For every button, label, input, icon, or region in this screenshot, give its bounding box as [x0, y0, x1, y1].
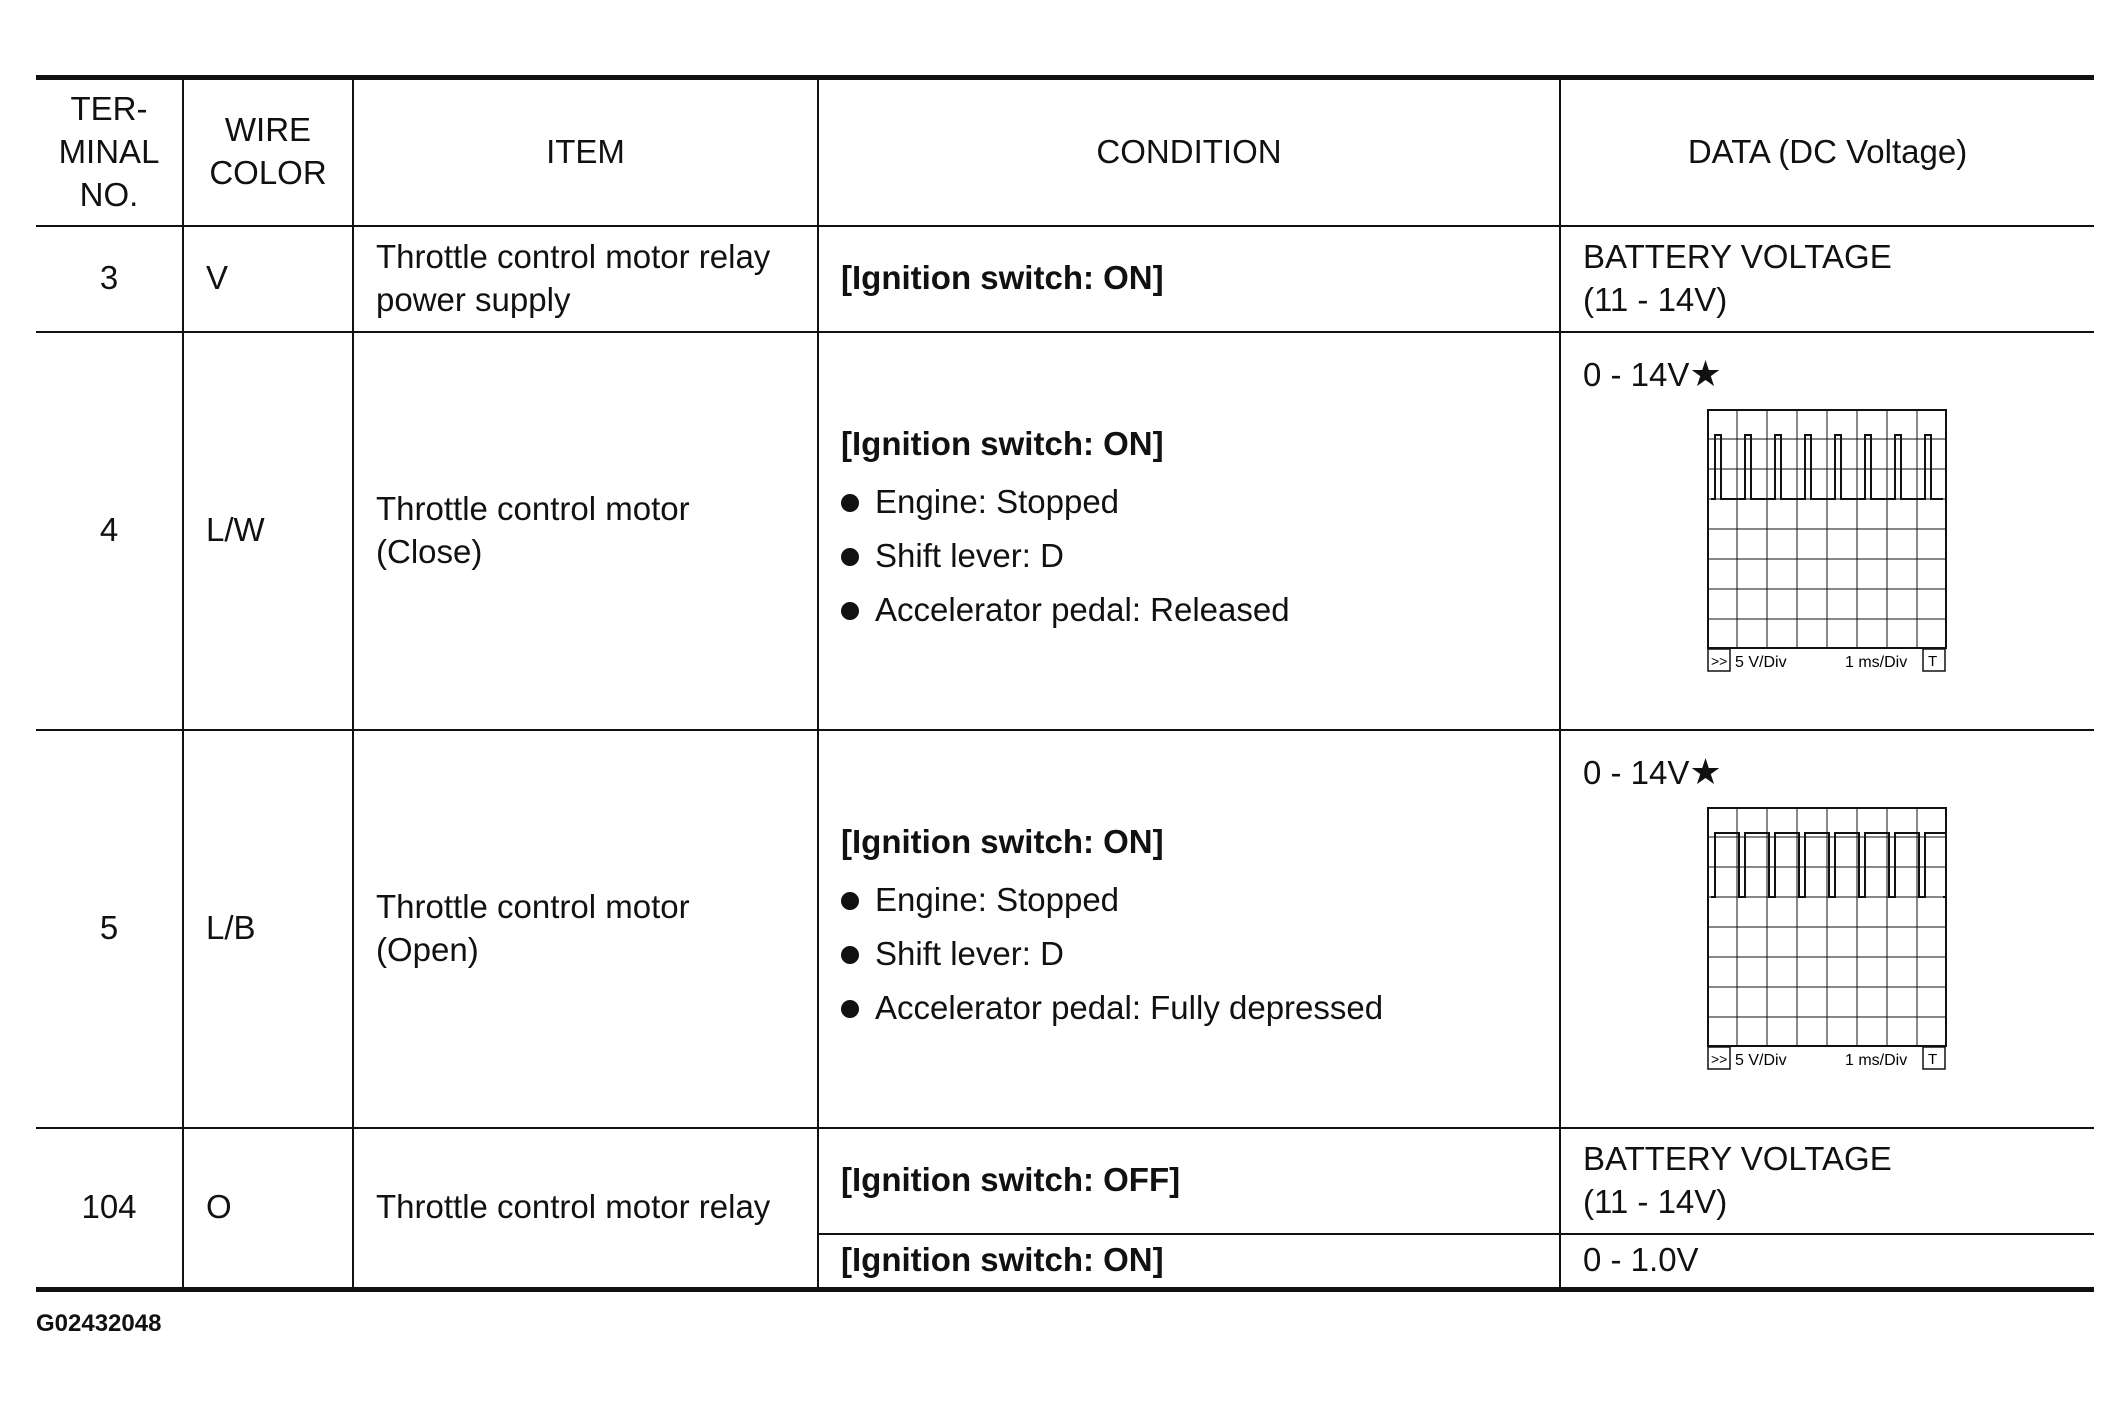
bullet-icon: [841, 946, 859, 964]
data-cell: [1560, 730, 2094, 1128]
wire-color: L/W: [183, 332, 353, 730]
scope-volt-div: 5 V/Div: [1735, 1052, 1787, 1070]
data-cell: BATTERY VOLTAGE (11 - 14V): [1560, 226, 2094, 332]
scope-left-mark: >>: [1711, 1051, 1728, 1068]
condition-title: [Ignition switch: OFF]: [841, 1161, 1181, 1199]
scope-left-mark: >>: [1711, 653, 1728, 670]
data-value: 0 - 14V★: [1583, 750, 1722, 792]
terminal-number: 3: [36, 226, 183, 332]
scope-wave: [1711, 833, 1947, 897]
wire-color: L/B: [183, 730, 353, 1128]
scope-right-mark: T: [1928, 653, 1938, 671]
item-cell: Throttle control motor relay: [353, 1128, 818, 1290]
list-item: Accelerator pedal: Fully depressed: [841, 982, 1537, 1036]
terminal-number: 5: [36, 730, 183, 1128]
condition-list: [841, 874, 1537, 1036]
data-value: 0 - 14V★: [1583, 352, 1722, 394]
bullet-icon: [841, 602, 859, 620]
header-row: [36, 78, 2094, 226]
data-cell: 0 - 1.0V: [1560, 1234, 2094, 1290]
condition-title: [Ignition switch: ON]: [841, 425, 1164, 463]
list-item: Shift lever: D: [841, 928, 1537, 982]
wire-color: V: [183, 226, 353, 332]
oscilloscope-waveform: [1707, 807, 1947, 1073]
terminal-data-table: [36, 75, 2094, 1292]
header-condition: CONDITION: [818, 78, 1560, 226]
header-terminal: TER- MINAL NO.: [36, 78, 183, 226]
condition-cell: [818, 1234, 1560, 1290]
table-row: [36, 332, 2094, 730]
condition-cell: [818, 226, 1560, 332]
condition-title: [Ignition switch: ON]: [841, 1241, 1164, 1279]
table-row: [36, 730, 2094, 1128]
header-item: ITEM: [353, 78, 818, 226]
scope-time-div: 1 ms/Div: [1845, 654, 1908, 672]
item-cell: Throttle control motor relay power supply: [353, 226, 818, 332]
bullet-icon: [841, 1000, 859, 1018]
terminal-number: 104: [36, 1128, 183, 1290]
scope-right-mark: T: [1928, 1051, 1938, 1069]
list-item: Engine: Stopped: [841, 476, 1537, 530]
list-item: Engine: Stopped: [841, 874, 1537, 928]
oscilloscope-waveform: [1707, 409, 1947, 675]
scope-time-div: 1 ms/Div: [1845, 1052, 1908, 1070]
data-cell: BATTERY VOLTAGE (11 - 14V): [1560, 1128, 2094, 1234]
item-cell: Throttle control motor (Open): [353, 730, 818, 1128]
condition-list: [841, 476, 1537, 638]
bullet-icon: [841, 494, 859, 512]
bullet-icon: [841, 548, 859, 566]
terminal-number: 4: [36, 332, 183, 730]
condition-cell: [818, 1128, 1560, 1234]
item-cell: Throttle control motor (Close): [353, 332, 818, 730]
header-wire-color: WIRE COLOR: [183, 78, 353, 226]
table-row: [36, 1128, 2094, 1234]
header-data: DATA (DC Voltage): [1560, 78, 2094, 226]
table-row: [36, 226, 2094, 332]
scope-volt-div: 5 V/Div: [1735, 654, 1787, 672]
bullet-icon: [841, 892, 859, 910]
condition-title: [Ignition switch: ON]: [841, 259, 1164, 297]
list-item: Shift lever: D: [841, 530, 1537, 584]
star-icon: ★: [1689, 750, 1722, 792]
condition-cell: [818, 332, 1560, 730]
condition-cell: [818, 730, 1560, 1128]
scope-grid: [1707, 409, 1947, 649]
condition-title: [Ignition switch: ON]: [841, 823, 1164, 861]
wire-color: O: [183, 1128, 353, 1290]
list-item: Accelerator pedal: Released: [841, 584, 1537, 638]
scope-grid: [1707, 807, 1947, 1047]
figure-id: G02432048: [36, 1310, 162, 1337]
data-cell: [1560, 332, 2094, 730]
star-icon: ★: [1689, 352, 1722, 394]
